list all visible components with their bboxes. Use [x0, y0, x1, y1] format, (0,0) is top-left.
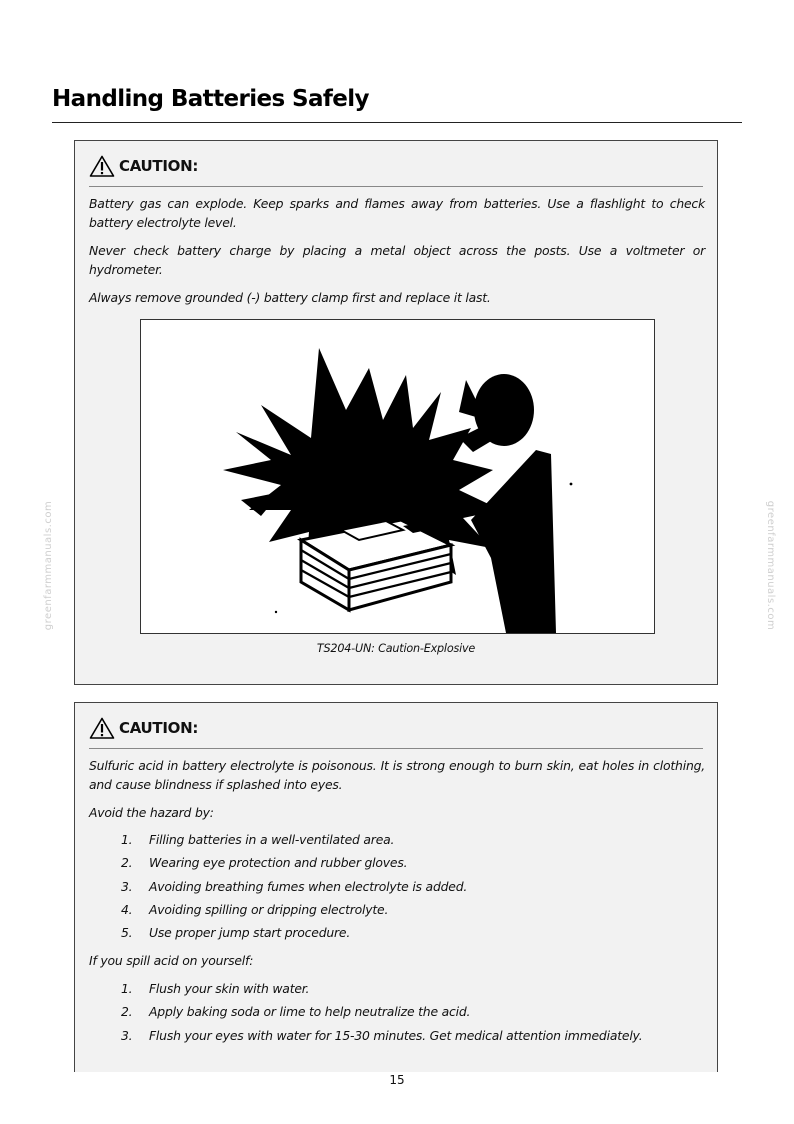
list-item: 2. Apply baking soda or lime to help neutralize the acid.: [121, 1004, 471, 1020]
caution-divider: [89, 748, 703, 749]
caution-box-explosion: [74, 140, 718, 685]
list-item: 5. Use proper jump start procedure.: [121, 925, 351, 941]
caution-divider: [89, 186, 703, 187]
list-item: 1. Flush your skin with water.: [121, 981, 310, 996]
watermark-left: greenfarmmanuals.com: [43, 500, 55, 631]
explosion-illustration: [140, 319, 655, 634]
figure-caption: TS204-UN: Caution-Explosive: [316, 642, 476, 655]
list-item: 2. Wearing eye protection and rubber gloves.: [121, 855, 408, 871]
warning-triangle-icon: [89, 717, 115, 739]
caution-label: CAUTION:: [119, 719, 199, 737]
warning-triangle-icon: [89, 155, 115, 177]
acid-spill-list: [121, 977, 642, 1047]
list-item: 3. Avoiding breathing fumes when electrolyte is added.: [121, 878, 468, 894]
caution-heading: [89, 155, 198, 177]
watermark-right: greenfarmmanuals.com: [765, 500, 777, 631]
caution-box-acid: [74, 702, 718, 1072]
acid-warning-paragraph: Sulfuric acid in battery electrolyte is poisonous. It is strong enough to burn skin, eat holes in clothing, and cause blindness if splashed into eyes.: [89, 758, 705, 792]
caution-paragraph-clamp: Always remove grounded (-) battery clamp first and replace it last.: [89, 290, 491, 305]
list-item: 4. Avoiding spilling or dripping electrolyte.: [121, 901, 389, 917]
page-number: 15: [389, 1073, 405, 1087]
caution-label: CAUTION:: [119, 157, 199, 175]
page-title: Handling Batteries Safely: [52, 86, 369, 112]
caution-paragraph-gas: Battery gas can explode. Keep sparks and flames away from batteries. Use a flashlight to check battery electrolyte level.: [89, 196, 705, 230]
avoid-hazard-heading: Avoid the hazard by:: [89, 805, 214, 820]
caution-paragraph-charge: Never check battery charge by placing a metal object across the posts. Use a voltmeter or hydrometer.: [89, 243, 705, 277]
list-item: 3. Flush your eyes with water for 15-30 minutes. Get medical attention immediately.: [121, 1027, 643, 1043]
list-item: 1. Filling batteries in a well-ventilated area.: [121, 832, 395, 847]
acid-spill-heading: If you spill acid on yourself:: [89, 953, 254, 968]
caution-heading: [89, 717, 198, 739]
title-divider: [52, 122, 742, 123]
avoid-hazard-list: [121, 828, 467, 944]
